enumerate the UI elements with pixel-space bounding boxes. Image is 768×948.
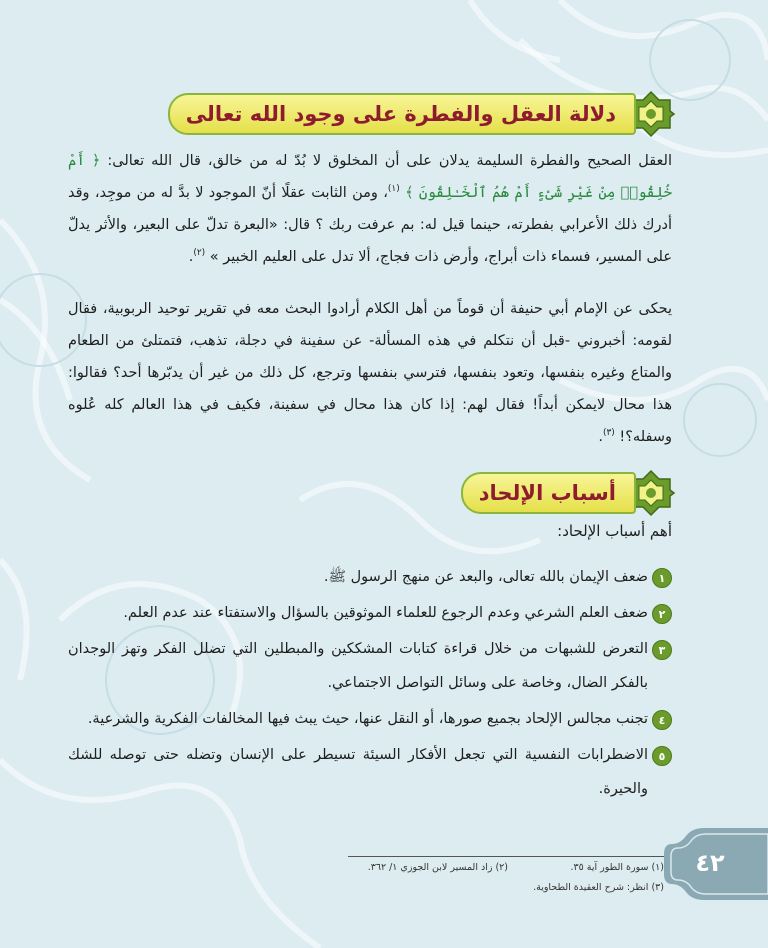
quran-verse: ﴿ أَمْ خُلِقُوا۟ مِنْ غَيْرِ شَىْءٍ أَمْ هُمُ ٱلْخَـٰلِقُونَ ﴾ (68, 153, 673, 201)
section-heading (168, 94, 676, 134)
causes-list (68, 560, 672, 808)
footnote-ref: (٣) (602, 428, 615, 439)
list-item (68, 560, 672, 594)
number-badge: ٣ (652, 640, 672, 660)
list-item-text: الاضطرابات النفسية التي تجعل الأفكار السيئة تسيطر على الإنسان وتضله حتى توصله للشك والحيرة. (68, 747, 648, 797)
section-title: دلالة العقل والفطرة على وجود الله تعالى (168, 93, 636, 135)
paragraph-text: العقل الصحيح والفطرة السليمة يدلان على أن المخلوق لا بُدّ له من خالق، قال الله تعالى: (107, 153, 672, 169)
list-item-text: ضعف الإيمان بالله تعالى، والبعد عن منهج الرسول ﷺ. (323, 569, 648, 585)
list-item-text: ضعف العلم الشرعي وعدم الرجوع للعلماء الموثوقين بالسؤال والاستفتاء عند عدم العلم. (123, 605, 648, 621)
page-number: ٤٢ (695, 849, 725, 877)
number-badge: ٥ (652, 746, 672, 766)
footnote: (٢) زاد المسير لابن الجوزي ١/ ٣٦٢. (367, 862, 508, 873)
paragraph (68, 145, 672, 273)
list-item (68, 738, 672, 806)
list-item (68, 632, 672, 700)
paragraph-end: . (598, 429, 603, 445)
list-item-text: التعرض للشبهات من خلال قراءة كتابات المشككين والمبطلين التي تضلل الفكر وتهز الوجدان بالفكر الضال، وخاصة على وسائل التواصل الاجتماعي. (68, 641, 648, 691)
footnote-divider (348, 856, 664, 857)
number-badge: ٢ (652, 604, 672, 624)
number-badge: ٤ (652, 710, 672, 730)
section-heading (461, 473, 676, 513)
section-title: أسباب الإلحاد (461, 472, 636, 514)
list-item (68, 702, 672, 736)
paragraph (68, 293, 672, 453)
footnote-ref: (٢) (193, 248, 206, 259)
causes-intro: أهم أسباب الإلحاد: (557, 522, 672, 540)
footnote: (٣) انظر: شرح العقيدة الطحاوية. (533, 882, 664, 893)
footnote-ref: (١) (387, 184, 400, 195)
paragraph-text: ، ومن الثابت عقلًا أنّ الموجود لا بدَّ له من موجِد، وقد أدرك ذلك الأعرابي بفطرته، حينما قيل له: بم عرفت ربك ؟ قال: «البعرة تدلّ على البعير، والأثر يدلّ على المسير، فسماء ذات أبراج، وأرض ذات فجاج، ألا تدل على العليم الخبير » (68, 185, 672, 265)
list-item-text: تجنب مجالس الإلحاد بجميع صورها، أو النقل عنها، حيث يبث فيها المخالفات الفكرية والشرعية. (87, 711, 648, 727)
paragraph-text: يحكى عن الإمام أبي حنيفة أن قوماً من أهل الكلام أرادوا البحث معه في تقرير توحيد الربوبية، فقال لقومه: أخبروني -قبل أن نتكلم في هذه المسألة- عن سفينة في دجلة، تذهب، فتمتلئ من الطعام والمتاع وغيره بنفسها، وتعود بنفسها، فترسي بنفسها وترجع، كل ذلك من غير أن يدبّرها أحد؟ فقالوا: هذا محال لايمكن أبداً! فقال لهم: إذا كان هذا محال في سفينة، فكيف في هذا العالم كله عُلوه وسفله؟! (68, 301, 672, 445)
paragraph-end: . (188, 249, 194, 265)
number-badge: ١ (652, 568, 672, 588)
list-item (68, 596, 672, 630)
footnote: (١) سورة الطور آية ٣٥. (570, 862, 664, 873)
